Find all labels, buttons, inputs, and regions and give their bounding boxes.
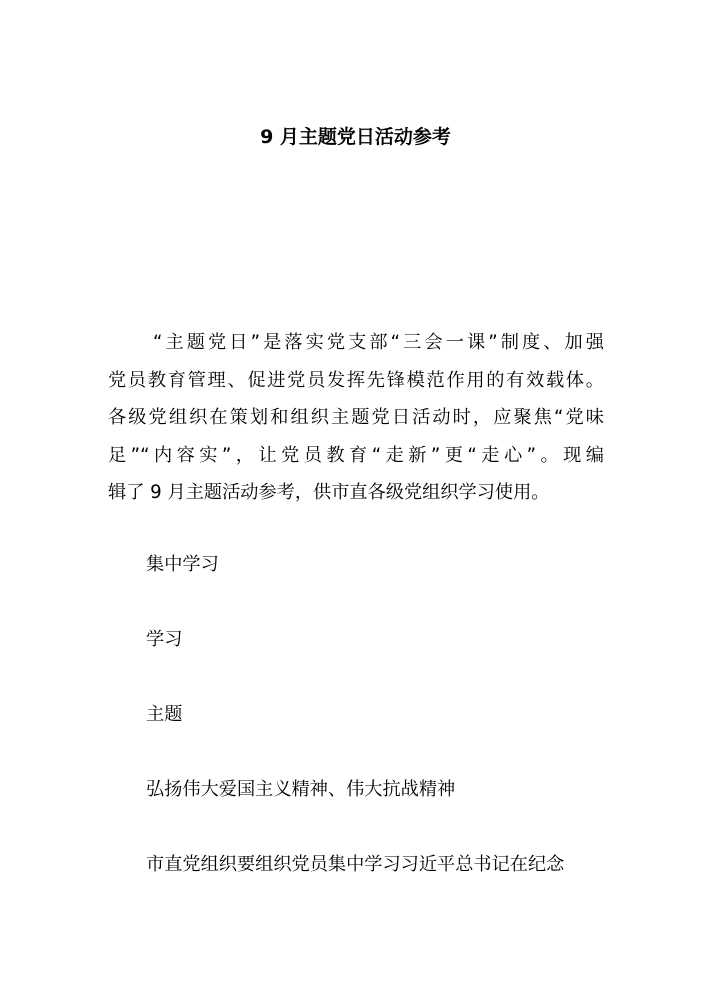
theme-text: 弘扬伟大爱国主义精神、伟大抗战精神 <box>146 779 456 800</box>
intro-line-5: 辑了 9 月主题活动参考，供市直各级党组织学习使用。 <box>108 482 550 503</box>
intro-line-3: 各级党组织在策划和组织主题党日活动时，应聚焦“党味 <box>108 407 604 428</box>
intro-line-4: 足”“内容实”，让党员教育“走新”更“走心”。现编 <box>108 444 604 466</box>
section-heading-topic: 主题 <box>146 704 183 725</box>
section-heading-study: 集中学习 <box>146 554 219 575</box>
section-heading-learn: 学习 <box>146 629 183 650</box>
intro-line-1: “主题党日”是落实党支部“三会一课”制度、加强 <box>153 332 604 353</box>
document-title: 9 月主题党日活动参考 <box>260 126 451 148</box>
intro-line-2: 党员教育管理、促进党员发挥先锋模范作用的有效载体。 <box>108 369 604 391</box>
body-text-line: 市直党组织要组织党员集中学习习近平总书记在纪念 <box>146 854 565 875</box>
intro-paragraph <box>108 324 604 512</box>
